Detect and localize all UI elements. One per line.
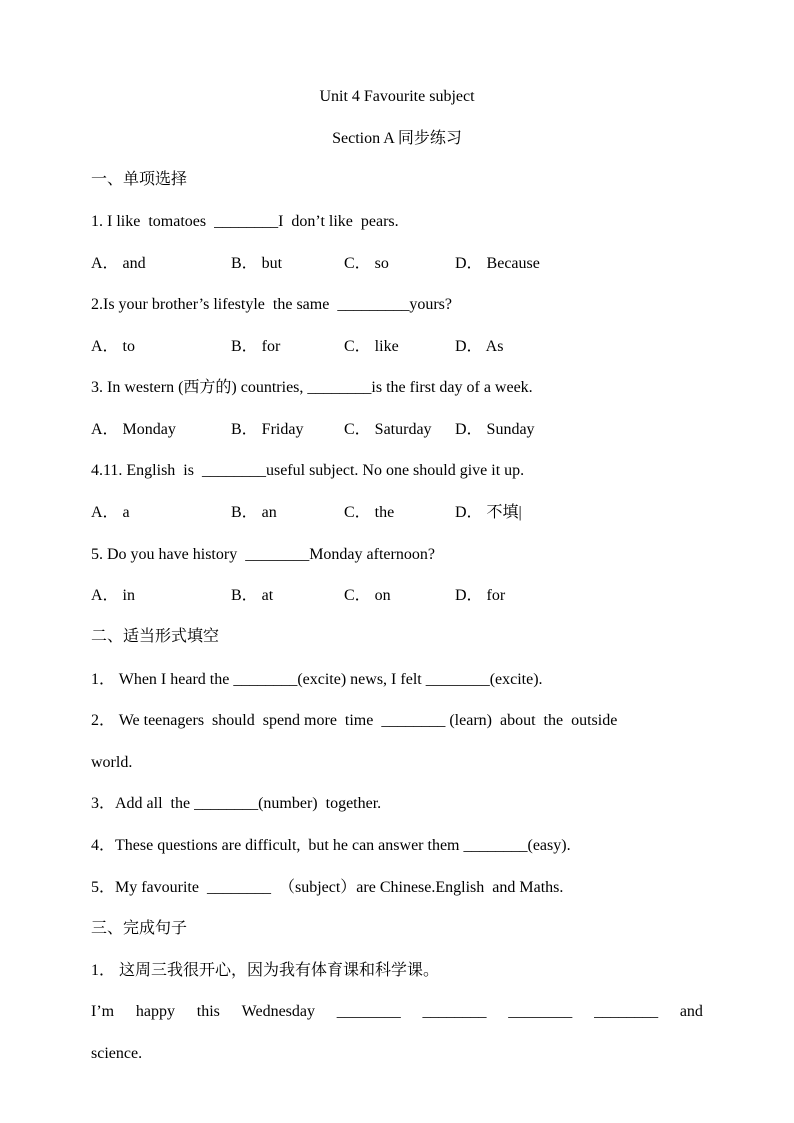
- page-subtitle: Section A 同步练习: [332, 130, 462, 147]
- answer-blank: ________: [594, 1003, 659, 1020]
- word: Wednesday: [241, 1003, 315, 1020]
- question-2: 2.Is your brother’s lifestyle the same _________yours?: [91, 296, 452, 313]
- answer-blank: ________: [422, 1003, 487, 1020]
- sentence-item-1-english: [91, 1002, 703, 1022]
- section2-heading: 二、适当形式填空: [91, 628, 220, 645]
- fill-item-2-continued: world.: [91, 754, 133, 771]
- fill-item-1: 1． When I heard the ________(excite) news, I felt ________(excite).: [91, 671, 543, 688]
- fill-item-4: 4．These questions are difficult, but he can answer them ________(easy).: [91, 837, 571, 854]
- q4-option-c: C． the: [344, 504, 395, 521]
- word: and: [679, 1003, 703, 1020]
- word: I’m: [91, 1003, 115, 1020]
- sentence-item-1-end: science.: [91, 1045, 143, 1062]
- q1-option-b: B． but: [231, 255, 283, 272]
- answer-blank: ________: [336, 1003, 401, 1020]
- answer-blank: ________: [508, 1003, 573, 1020]
- fill-item-3: 3．Add all the ________(number) together.: [91, 795, 382, 812]
- question-1: 1. I like tomatoes ________I don’t like pears.: [91, 213, 399, 230]
- q1-option-c: C． so: [344, 255, 389, 272]
- q5-option-b: B． at: [231, 587, 274, 604]
- q4-option-a: A． a: [91, 504, 130, 521]
- sentence-item-1-chinese: 1． 这周三我很开心，因为我有体育课和科学课。: [91, 962, 440, 979]
- section3-heading: 三、完成句子: [91, 920, 188, 937]
- q4-option-d: D． 不填|: [455, 504, 522, 521]
- word: happy: [135, 1003, 175, 1020]
- q5-option-a: A． in: [91, 587, 136, 604]
- fill-item-2: 2． We teenagers should spend more time ________ (learn) about the outside: [91, 712, 618, 729]
- q2-option-c: C． like: [344, 338, 399, 355]
- q3-option-a: A． Monday: [91, 421, 176, 438]
- question-5: 5. Do you have history ________Monday afternoon?: [91, 546, 435, 563]
- q3-option-b: B． Friday: [231, 421, 304, 438]
- section1-heading: 一、单项选择: [91, 171, 188, 188]
- word: this: [196, 1003, 220, 1020]
- q5-option-c: C． on: [344, 587, 391, 604]
- q2-option-d: D． As: [455, 338, 504, 355]
- page-title: Unit 4 Favourite subject: [319, 88, 475, 105]
- q3-option-c: C． Saturday: [344, 421, 432, 438]
- q1-option-d: D． Because: [455, 255, 540, 272]
- q5-option-d: D． for: [455, 587, 506, 604]
- q2-option-a: A． to: [91, 338, 136, 355]
- q1-option-a: A． and: [91, 255, 146, 272]
- question-4: 4.11. English is ________useful subject. No one should give it up.: [91, 462, 525, 479]
- q3-option-d: D． Sunday: [455, 421, 535, 438]
- q2-option-b: B． for: [231, 338, 281, 355]
- fill-item-5: 5．My favourite ________ （subject）are Chinese.English and Maths.: [91, 879, 564, 896]
- q4-option-b: B． an: [231, 504, 277, 521]
- question-3: 3. In western (西方的) countries, ________is the first day of a week.: [91, 379, 533, 396]
